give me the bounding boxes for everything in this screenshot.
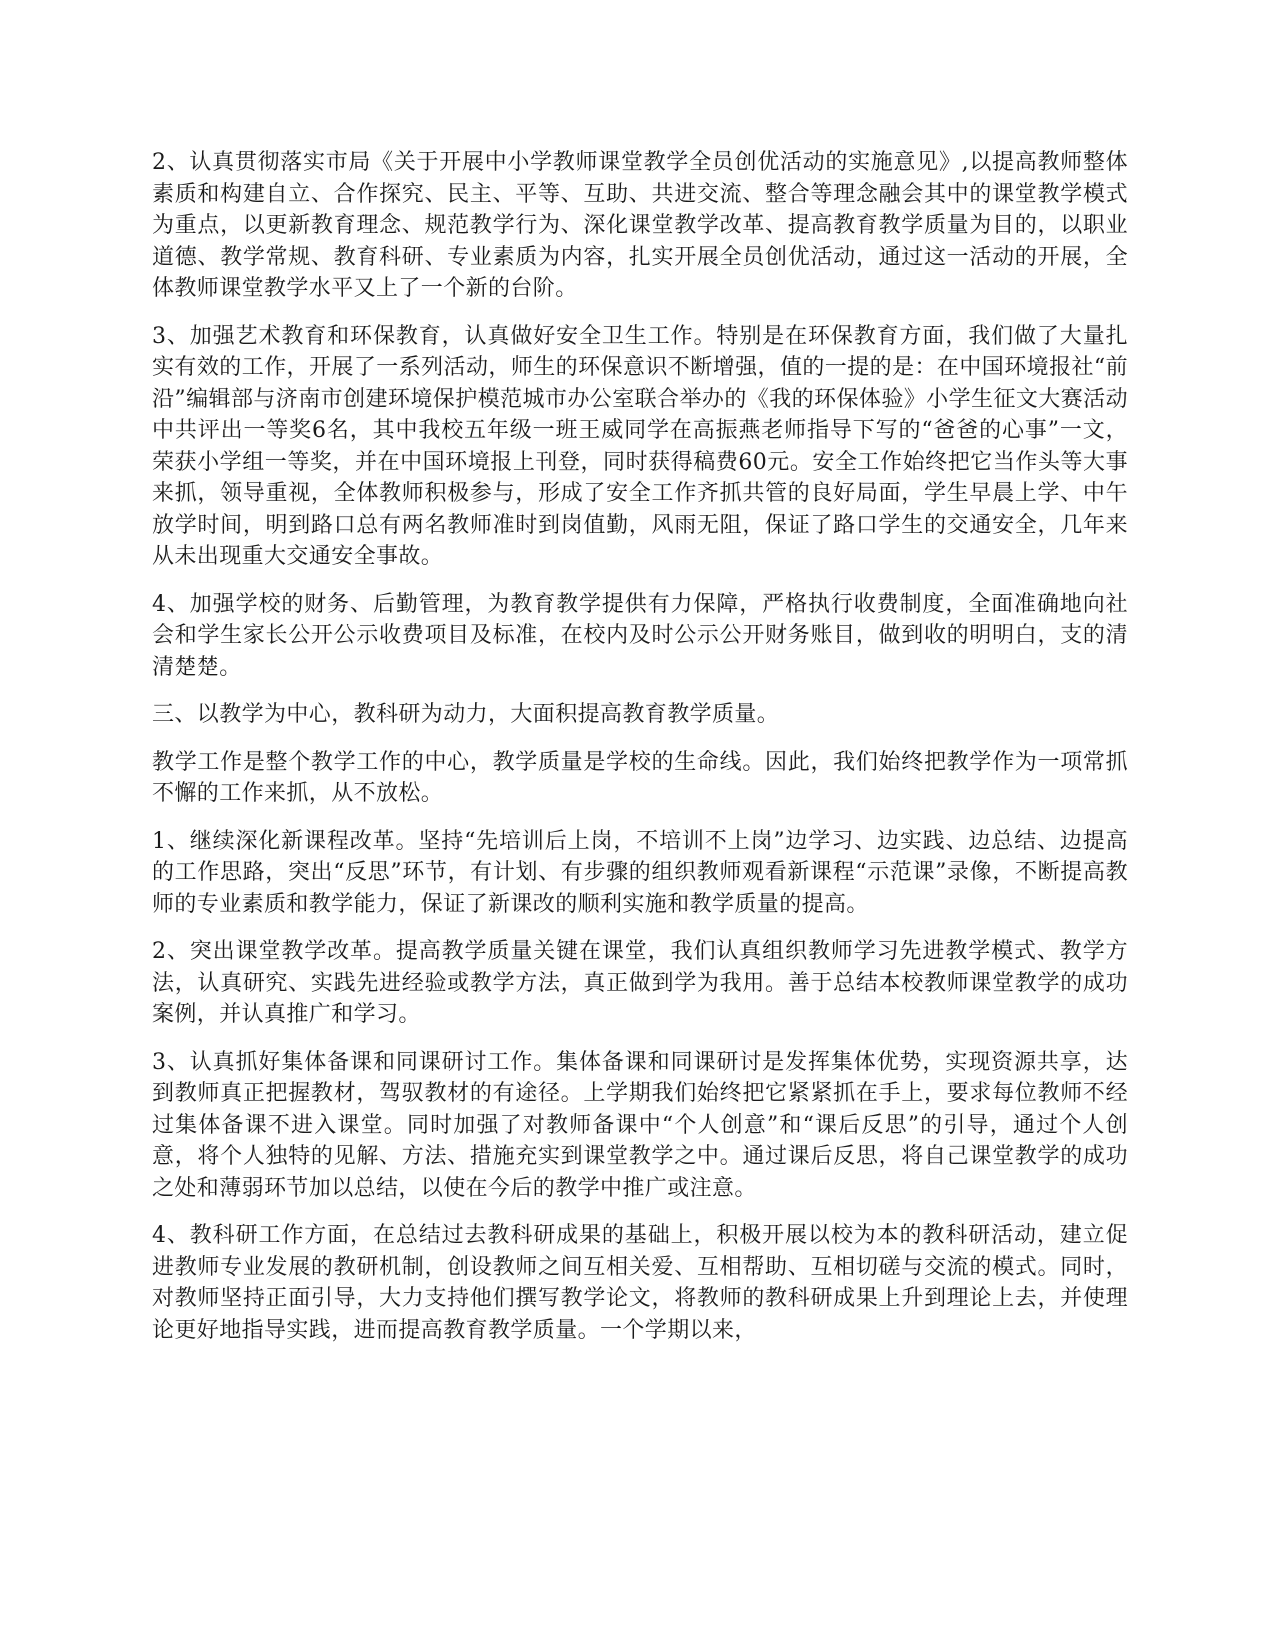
- paragraph-item-4: 4、加强学校的财务、后勤管理，为教育教学提供有力保障，严格执行收费制度，全面准确地向社会和学生家长公开公示收费项目及标准，在校内及时公示公开财务账目，做到收的明明白，支的清清楚楚。: [152, 591, 1128, 680]
- document-body: [152, 147, 1128, 1362]
- section-heading-three: 三、以教学为中心，教科研为动力，大面积提高教育教学质量。: [152, 702, 780, 727]
- paragraph-item-2: 2、认真贯彻落实市局《关于开展中小学教师课堂教学全员创优活动的实施意见》,以提高教师整体素质和构建自立、合作探究、民主、平等、互助、共进交流、整合等理念融会其中的课堂教学模式为重点，以更新教育理念、规范教学行为、深化课堂教学改革、提高教育教学质量为目的，以职业道德、教学常规、教育科研、专业素质为内容，扎实开展全员创优活动，通过这一活动的开展，全体教师课堂教学水平又上了一个新的台阶。: [152, 150, 1128, 301]
- paragraph-teaching-1: 1、继续深化新课程改革。坚持“先培训后上岗，不培训不上岗”边学习、边实践、边总结、边提高的工作思路，突出“反思”环节，有计划、有步骤的组织教师观看新课程“示范课”录像，不断提高教师的专业素质和教学能力，保证了新课改的顺利实施和教学质量的提高。: [152, 828, 1128, 917]
- paragraph-teaching-3: 3、认真抓好集体备课和同课研讨工作。集体备课和同课研讨是发挥集体优势，实现资源共享，达到教师真正把握教材，驾驭教材的有途径。上学期我们始终把它紧紧抓在手上，要求每位教师不经过集体备课不进入课堂。同时加强了对教师备课中“个人创意”和“课后反思”的引导，通过个人创意，将个人独特的见解、方法、措施充实到课堂教学之中。通过课后反思，将自己课堂教学的成功之处和薄弱环节加以总结，以使在今后的教学中推广或注意。: [152, 1049, 1128, 1201]
- paragraph-teaching-4: 4、教科研工作方面，在总结过去教科研成果的基础上，积极开展以校为本的教科研活动，建立促进教师专业发展的教研机制，创设教师之间互相关爱、互相帮助、互相切磋与交流的模式。同时，对教师坚持正面引导，大力支持他们撰写教学论文，将教师的教科研成果上升到理论上去，并使理论更好地指导实践，进而提高教育教学质量。一个学期以来，: [152, 1223, 1128, 1343]
- section-intro-paragraph: 教学工作是整个教学工作的中心，教学质量是学校的生命线。因此，我们始终把教学作为一项常抓不懈的工作来抓，从不放松。: [152, 749, 1128, 806]
- paragraph-teaching-2: 2、突出课堂教学改革。提高教学质量关键在课堂，我们认真组织教师学习先进教学模式、教学方法，认真研究、实践先进经验或教学方法，真正做到学为我用。善于总结本校教师课堂教学的成功案例，并认真推广和学习。: [152, 939, 1128, 1027]
- paragraph-item-3: 3、加强艺术教育和环保教育，认真做好安全卫生工作。特别是在环保教育方面，我们做了大量扎实有效的工作，开展了一系列活动，师生的环保意识不断增强，值的一提的是：在中国环境报社“前沿”编辑部与济南市创建环境保护模范城市办公室联合举办的《我的环保体验》小学生征文大赛活动中共评出一等奖6名，其中我校五年级一班王威同学在高振燕老师指导下写的“爸爸的心事”一文，荣获小学组一等奖，并在中国环境报上刊登，同时获得稿费60元。安全工作始终把它当作头等大事来抓，领导重视，全体教师积极参与，形成了安全工作齐抓共管的良好局面，学生早晨上学、中午放学时间，明到路口总有两名教师准时到岗值勤，风雨无阻，保证了路口学生的交通安全，几年来从未出现重大交通安全事故。: [152, 323, 1128, 569]
